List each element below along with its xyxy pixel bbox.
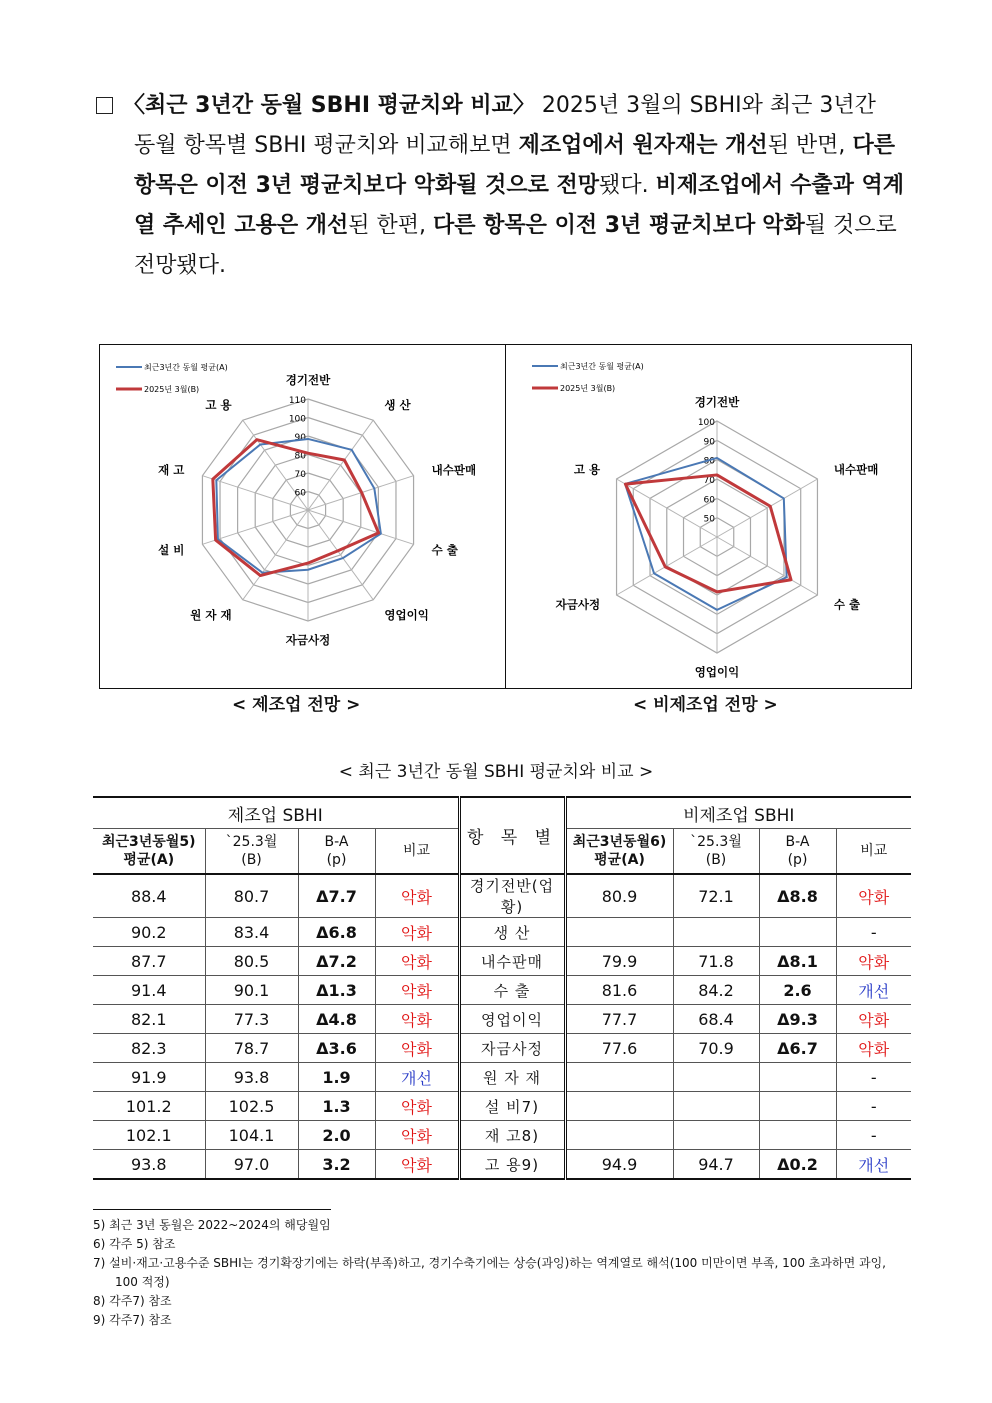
compare-cell: 개선 xyxy=(836,976,911,1005)
value-cell: 102.1 xyxy=(93,1121,205,1150)
axis-label: 경기전반 xyxy=(694,395,740,409)
compare-cell: 개선 xyxy=(836,1150,911,1180)
value-cell: 101.2 xyxy=(93,1092,205,1121)
table-row xyxy=(93,1063,911,1092)
tick-label: 70 xyxy=(294,470,306,480)
footnote: 8) 각주7) 참조 xyxy=(93,1294,172,1308)
value-cell xyxy=(759,1121,836,1150)
compare-cell: - xyxy=(836,1092,911,1121)
item-label-cell: 고 용9) xyxy=(459,1150,565,1180)
value-cell: 78.7 xyxy=(205,1034,298,1063)
col-header-a: 최근3년동월6) 평균(A) xyxy=(565,829,673,875)
value-cell xyxy=(759,1063,836,1092)
tick-label: 90 xyxy=(294,433,306,443)
value-cell: Δ7.2 xyxy=(298,947,375,976)
axis-label: 경기전반 xyxy=(285,373,331,387)
value-cell: Δ3.6 xyxy=(298,1034,375,1063)
value-cell: 79.9 xyxy=(565,947,673,976)
table-row xyxy=(93,1121,911,1150)
value-cell: Δ0.2 xyxy=(759,1150,836,1180)
value-cell: 90.2 xyxy=(93,918,205,947)
axis-label: 수 출 xyxy=(833,597,861,612)
value-cell xyxy=(565,1121,673,1150)
compare-cell: 악화 xyxy=(836,947,911,976)
value-cell: 84.2 xyxy=(673,976,759,1005)
value-cell: 70.9 xyxy=(673,1034,759,1063)
paragraph-bold: 다른 항목은 이전 3년 평균치보다 악화될 것으로 전망 xyxy=(134,133,895,198)
paragraph-text: 된 한편, xyxy=(348,213,426,238)
value-cell: 77.7 xyxy=(565,1005,673,1034)
item-label-cell: 설 비7) xyxy=(459,1092,565,1121)
value-cell: 94.9 xyxy=(565,1150,673,1180)
value-cell: Δ9.3 xyxy=(759,1005,836,1034)
col-header-diff: B-A (p) xyxy=(759,829,836,875)
item-label-cell: 수 출 xyxy=(459,976,565,1005)
value-cell: 93.8 xyxy=(93,1150,205,1180)
item-label-cell: 영업이익 xyxy=(459,1005,565,1034)
mfg-chart-caption: < 제조업 전망 > xyxy=(232,695,361,715)
value-cell: 88.4 xyxy=(93,874,205,918)
item-label-cell: 원 자 재 xyxy=(459,1063,565,1092)
compare-cell: 악화 xyxy=(375,1005,459,1034)
value-cell: 82.3 xyxy=(93,1034,205,1063)
value-cell xyxy=(673,1063,759,1092)
compare-cell: 개선 xyxy=(375,1063,459,1092)
tick-label: 80 xyxy=(294,451,306,462)
legend-a-label: 최근3년간 동월 평균(A) xyxy=(560,362,644,371)
col-header-a: 최근3년동월5) 평균(A) xyxy=(93,829,205,875)
tick-label: 100 xyxy=(697,418,715,428)
col-header-b: `25.3월 (B) xyxy=(673,829,759,875)
compare-cell: 악화 xyxy=(375,874,459,918)
value-cell: 102.5 xyxy=(205,1092,298,1121)
compare-cell: 악화 xyxy=(375,1092,459,1121)
value-cell: 87.7 xyxy=(93,947,205,976)
radar-charts-frame xyxy=(99,344,912,689)
value-cell: 93.8 xyxy=(205,1063,298,1092)
value-cell: Δ4.8 xyxy=(298,1005,375,1034)
value-cell: 80.7 xyxy=(205,874,298,918)
value-cell: 2.6 xyxy=(759,976,836,1005)
value-cell: 80.5 xyxy=(205,947,298,976)
value-cell: 90.1 xyxy=(205,976,298,1005)
paragraph-text: 2025년 3월의 SBHI와 최근 3년간 xyxy=(541,93,876,118)
nonmfg-radar-chart xyxy=(506,345,912,688)
paragraph-heading: 〈최근 3년간 동월 SBHI 평균치와 비교〉 xyxy=(123,93,535,118)
axis-label: 고 용 xyxy=(205,397,232,412)
tick-label: 70 xyxy=(703,476,715,486)
table-row xyxy=(93,1092,911,1121)
table-row xyxy=(93,1005,911,1034)
table-row xyxy=(93,1150,911,1180)
value-cell xyxy=(565,1063,673,1092)
table-row xyxy=(93,918,911,947)
value-cell: 77.6 xyxy=(565,1034,673,1063)
axis-label: 생 산 xyxy=(384,397,411,412)
axis-spoke xyxy=(308,510,373,600)
value-cell xyxy=(759,1092,836,1121)
axis-label: 자금사정 xyxy=(555,597,601,612)
axis-label: 고 용 xyxy=(573,462,601,477)
col-header-b: `25.3월 (B) xyxy=(205,829,298,875)
mfg-header: 제조업 SBHI xyxy=(93,797,459,829)
compare-cell: 악화 xyxy=(375,1121,459,1150)
compare-cell: 악화 xyxy=(836,874,911,918)
paragraph-bold: 악화 xyxy=(762,213,805,238)
value-cell: Δ1.3 xyxy=(298,976,375,1005)
tick-label: 80 xyxy=(703,456,715,467)
comparison-table xyxy=(93,796,911,1180)
footnote: 7) 설비·재고·고용수준 SBHI는 경기확장기에는 하락(부족)하고, 경기수축기에는 상승(과잉)하는 역계열로 해석(100 미만이면 부족, 100 초과하면 과잉, 100 적정) xyxy=(93,1256,886,1289)
table-row xyxy=(93,874,911,918)
compare-cell: - xyxy=(836,1063,911,1092)
footnote: 5) 최근 3년 동월은 2022~2024의 해당월임 xyxy=(93,1218,331,1232)
value-cell: Δ7.7 xyxy=(298,874,375,918)
tick-label: 60 xyxy=(294,488,306,499)
table-row xyxy=(93,947,911,976)
value-cell: 81.6 xyxy=(565,976,673,1005)
footnote: 9) 각주7) 참조 xyxy=(93,1313,172,1327)
compare-cell: 악화 xyxy=(375,1150,459,1180)
compare-cell: 악화 xyxy=(375,1034,459,1063)
summary-paragraph xyxy=(96,86,906,286)
value-cell xyxy=(673,1121,759,1150)
checkbox-bullet-icon xyxy=(96,97,113,114)
table-title: < 최근 3년간 동월 SBHI 평균치와 비교 > xyxy=(338,762,654,782)
compare-cell: 악화 xyxy=(836,1034,911,1063)
paragraph-bold: 제조업에서 원자재는 개선 xyxy=(518,133,768,158)
tick-label: 50 xyxy=(703,514,715,525)
axis-label: 원 자 재 xyxy=(190,608,232,623)
paragraph-text: 됐다. xyxy=(599,173,649,198)
item-header: 항 목 별 xyxy=(459,797,565,874)
axis-label: 영업이익 xyxy=(384,608,429,623)
value-cell: 68.4 xyxy=(673,1005,759,1034)
value-cell: 83.4 xyxy=(205,918,298,947)
col-header-cmp: 비교 xyxy=(375,829,459,875)
value-cell: Δ6.7 xyxy=(759,1034,836,1063)
tick-label: 100 xyxy=(288,414,306,425)
value-cell: 1.9 xyxy=(298,1063,375,1092)
nonmfg-chart-caption: < 비제조업 전망 > xyxy=(633,695,778,715)
compare-cell: 악화 xyxy=(375,947,459,976)
col-header-diff: B-A (p) xyxy=(298,829,375,875)
axis-label: 영업이익 xyxy=(694,665,740,679)
value-cell: 82.1 xyxy=(93,1005,205,1034)
axis-label: 자금사정 xyxy=(285,633,331,647)
value-cell: 2.0 xyxy=(298,1121,375,1150)
value-cell xyxy=(565,1092,673,1121)
axis-spoke xyxy=(243,510,308,600)
nonmfg-header: 비제조업 SBHI xyxy=(565,797,911,829)
legend-b-label: 2025년 3월(B) xyxy=(144,385,200,394)
col-header-cmp: 비교 xyxy=(836,829,911,875)
item-label-cell: 경기전반(업황) xyxy=(459,874,565,918)
value-cell: 104.1 xyxy=(205,1121,298,1150)
item-label-cell: 자금사정 xyxy=(459,1034,565,1063)
value-cell: Δ8.1 xyxy=(759,947,836,976)
paragraph-bold: 다른 항목은 이전 3년 평균치보다 xyxy=(433,213,756,238)
compare-cell: 악화 xyxy=(836,1005,911,1034)
value-cell: 97.0 xyxy=(205,1150,298,1180)
value-cell: 72.1 xyxy=(673,874,759,918)
value-cell: 77.3 xyxy=(205,1005,298,1034)
value-cell: 94.7 xyxy=(673,1150,759,1180)
axis-label: 재 고 xyxy=(158,462,185,477)
value-cell: 91.9 xyxy=(93,1063,205,1092)
legend-b-label: 2025년 3월(B) xyxy=(560,384,616,393)
value-cell xyxy=(673,918,759,947)
tick-label: 60 xyxy=(703,495,715,506)
paragraph-text: 된 반면, xyxy=(767,133,846,158)
value-cell: 3.2 xyxy=(298,1150,375,1180)
axis-label: 설 비 xyxy=(158,543,185,558)
table-row xyxy=(93,976,911,1005)
paragraph-text: 될 것으로 전망됐다. xyxy=(134,213,897,278)
item-label-cell: 생 산 xyxy=(459,918,565,947)
value-cell: Δ6.8 xyxy=(298,918,375,947)
compare-cell: - xyxy=(836,918,911,947)
item-label-cell: 재 고8) xyxy=(459,1121,565,1150)
tick-label: 110 xyxy=(288,396,306,406)
legend-a-label: 최근3년간 동월 평균(A) xyxy=(144,363,228,372)
footnote: 6) 각주 5) 참조 xyxy=(93,1237,176,1251)
compare-cell: - xyxy=(836,1121,911,1150)
footnotes xyxy=(93,1216,908,1330)
value-cell xyxy=(673,1092,759,1121)
mfg-radar-chart xyxy=(100,345,505,688)
value-cell: 80.9 xyxy=(565,874,673,918)
value-cell: 71.8 xyxy=(673,947,759,976)
compare-cell: 악화 xyxy=(375,918,459,947)
value-cell xyxy=(565,918,673,947)
item-label-cell: 내수판매 xyxy=(459,947,565,976)
value-cell: Δ8.8 xyxy=(759,874,836,918)
axis-label: 내수판매 xyxy=(431,462,477,477)
axis-label: 수 출 xyxy=(431,543,458,558)
paragraph-text: 동월 항목별 SBHI 평균치와 비교해보면 xyxy=(134,133,512,158)
footnote-rule xyxy=(93,1209,331,1210)
table-row xyxy=(93,1034,911,1063)
paragraph-bold: 비제조업에서 xyxy=(655,173,784,198)
tick-label: 90 xyxy=(703,437,715,448)
value-cell: 91.4 xyxy=(93,976,205,1005)
paragraph-bold: 수출과 역계열 추세인 고용은 개선 xyxy=(134,173,904,238)
compare-cell: 악화 xyxy=(375,976,459,1005)
value-cell xyxy=(759,918,836,947)
axis-label: 내수판매 xyxy=(833,462,879,477)
value-cell: 1.3 xyxy=(298,1092,375,1121)
